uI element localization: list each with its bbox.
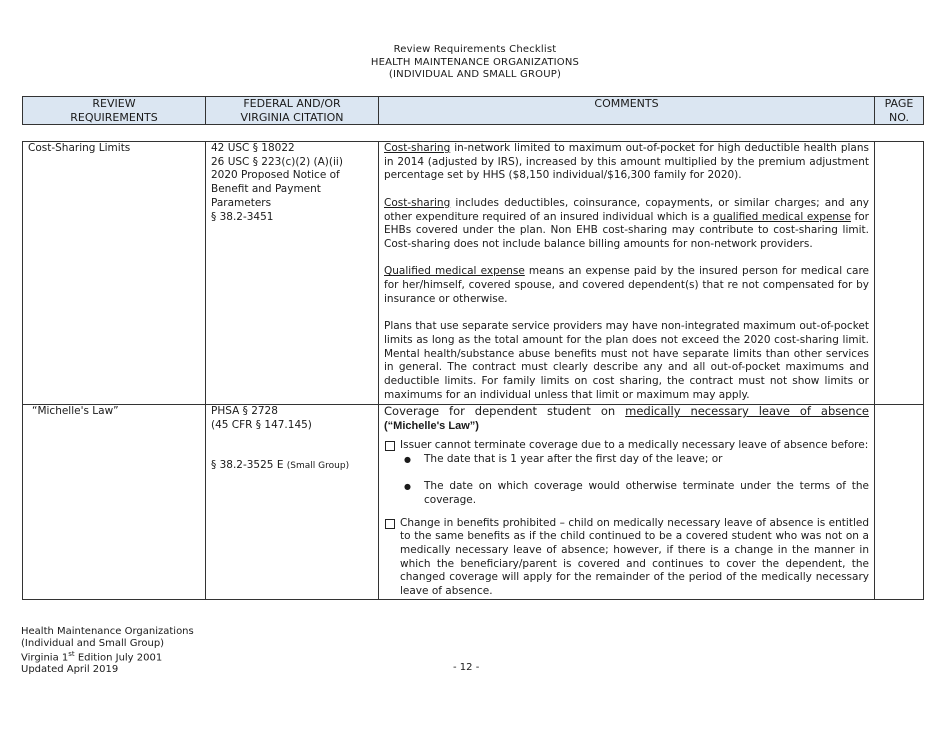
page-number: - 12 - <box>453 662 480 673</box>
checklist-item: Issuer cannot terminate coverage due to a medically necessary leave of absence before: <box>384 439 869 453</box>
column-header-table <box>22 96 924 125</box>
page-no-cell <box>875 405 924 600</box>
header-page-no: PAGE NO. <box>875 97 924 125</box>
footer-line-1: Health Maintenance Organizations <box>21 626 194 637</box>
paragraph-qualified-medical-expense: Qualified medical expense means an expense paid by the insured person for medical care for her/himself, covered spouse, and covered dependent(s) that re not compensated for by insurance or otherwise. <box>384 265 869 305</box>
comments-cell <box>379 142 875 405</box>
table-row <box>23 142 924 405</box>
bullet-icon: ● <box>404 482 411 492</box>
footer-line-2: (Individual and Small Group) <box>21 637 165 649</box>
title-line-1: Review Requirements Checklist <box>393 44 557 55</box>
page-no-cell <box>875 142 924 405</box>
checkbox-icon[interactable] <box>385 519 395 529</box>
document-title <box>0 44 950 82</box>
header-review-requirements: REVIEW REQUIREMENTS <box>23 97 206 125</box>
title-line-2: HEALTH MAINTENANCE ORGANIZATIONS <box>370 56 580 68</box>
checklist-table <box>22 141 924 600</box>
citation-cell: PHSA § 2728 (45 CFR § 147.145) § 38.2-3525 E (Small Group) <box>206 405 379 600</box>
requirement-cell: “Michelle's Law” <box>23 405 206 600</box>
footer-line-4: Updated April 2019 <box>21 663 119 675</box>
bullet-item: ● The date that is 1 year after the first day of the leave; or <box>404 452 723 465</box>
michelles-law-heading: Coverage for dependent student on medically necessary leave of absence (“Michelle's Law”) <box>384 404 869 432</box>
bullet-item: ● The date on which coverage would otherwise terminate under the terms of the coverage. <box>404 480 869 506</box>
paragraph-cost-sharing-definition: Cost-sharing includes deductibles, coinsurance, copayments, or similar charges; and any other expenditure required of an insured individual which is a qualified medical expense for EHBs covered under the plan. Non EHB cost-sharing may contribute to cost-sharing limit. Cost-sharing does not include balance billing amounts for non-network providers. <box>384 196 869 250</box>
citation-cell: 42 USC § 18022 26 USC § 223(c)(2) (A)(ii) 2020 Proposed Notice of Benefit and Payment Parameters § 38.2-3451 <box>206 142 379 405</box>
table-row <box>23 405 924 600</box>
bullet-icon: ● <box>404 454 411 464</box>
footer <box>21 626 194 675</box>
comments-cell <box>379 405 875 600</box>
header-citation: FEDERAL AND/OR VIRGINIA CITATION <box>206 97 379 125</box>
footer-line-3: Virginia 1st Edition July 2001 <box>21 650 163 664</box>
checklist-item: Change in benefits prohibited – child on medically necessary leave of absence is entitled to the same benefits as if the child continued to be a covered student who was not on a medically necessary leave of absence; however, if there is a change in the manner in which the beneficiary/parent is covered and continues to cover the dependent, the changed coverage will apply for the remainder of the period of the medically necessary leave of absence. <box>384 517 869 599</box>
title-line-3: (INDIVIDUAL AND SMALL GROUP) <box>388 69 562 80</box>
header-comments: COMMENTS <box>379 97 875 125</box>
paragraph-cost-sharing-limit: Cost-sharing in-network limited to maximum out-of-pocket for high deductible health plans in 2014 (adjusted by IRS), increased by this amount multiplied by the premium adjustment percentage set by HHS ($8,150 individual/$16,300 family for 2020). <box>384 142 869 182</box>
paragraph-separate-providers: Plans that use separate service providers may have non-integrated maximum out-of-pocket limits as long as the total amount for the plan does not exceed the 2020 cost-sharing limit. Mental health/substance abuse benefits must not have separate limits than other services in general. The contract must clearly describe any and all out-of-pocket maximums and deductible limits. For family limits on cost sharing, the contract must not show limits or maximums for an individual unless that limit or maximum may apply. <box>384 320 869 401</box>
checkbox-icon[interactable] <box>385 441 395 451</box>
requirement-cell: Cost-Sharing Limits <box>23 142 206 405</box>
